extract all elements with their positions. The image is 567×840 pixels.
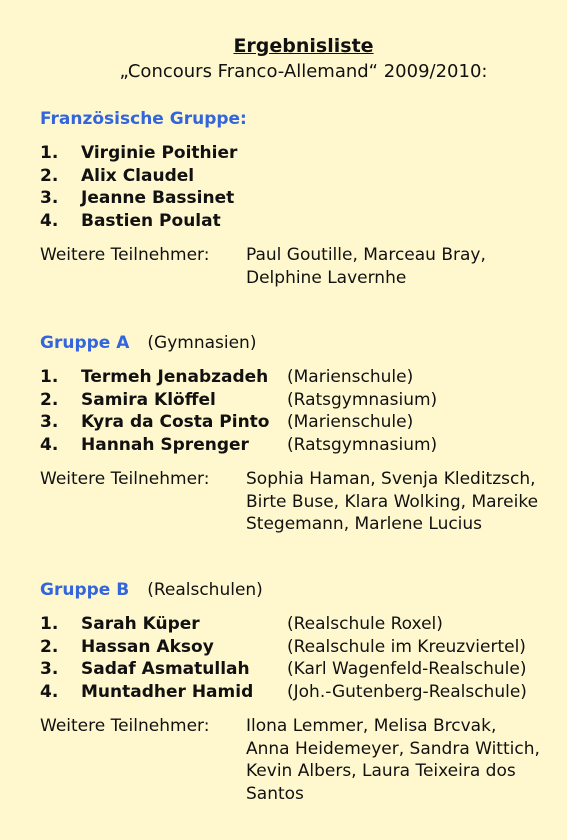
rank-number: 4. xyxy=(40,681,59,702)
other-participants-label: Weitere Teilnehmer: xyxy=(40,716,210,736)
rank-number: 4. xyxy=(40,434,59,455)
school-name: (Realschule Roxel) xyxy=(287,614,443,634)
rank-number: 3. xyxy=(40,412,59,432)
section-subtitle: (Gymnasien) xyxy=(147,333,257,353)
other-participants xyxy=(40,715,550,805)
participant-name: Termeh Jenabzadeh xyxy=(81,367,269,387)
section-heading xyxy=(40,578,550,602)
participant-name: Muntadher Hamid xyxy=(81,681,254,702)
participant-name: Hannah Sprenger xyxy=(81,434,249,455)
ranking-list xyxy=(40,613,550,703)
participant-name: Hassan Aksoy xyxy=(81,636,214,657)
participant-name: Alix Claudel xyxy=(81,165,195,186)
ranking-row xyxy=(40,165,550,188)
school-name: (Ratsgymnasium) xyxy=(287,434,438,455)
rank-number: 3. xyxy=(40,188,59,208)
participant-name: Samira Klöffel xyxy=(81,389,216,410)
section-subtitle: (Realschulen) xyxy=(147,580,263,600)
section-name: Gruppe B xyxy=(40,580,130,600)
ranking-row xyxy=(40,658,550,681)
school-name: (Realschule im Kreuzviertel) xyxy=(287,636,526,657)
ranking-row xyxy=(40,187,550,210)
other-participants-label: Weitere Teilnehmer: xyxy=(40,469,210,489)
ranking-row xyxy=(40,389,550,412)
ranking-list xyxy=(40,366,550,456)
section-heading xyxy=(40,107,550,131)
section-heading xyxy=(40,331,550,355)
section-name: Französische Gruppe: xyxy=(40,109,247,129)
rank-number: 2. xyxy=(40,389,59,410)
page-subtitle: „Concours Franco-Allemand“ 2009/2010: xyxy=(119,61,488,82)
other-participants xyxy=(40,244,550,289)
rank-number: 2. xyxy=(40,165,59,186)
ranking-row xyxy=(40,636,550,659)
section-group-b xyxy=(40,578,550,805)
rank-number: 3. xyxy=(40,659,59,679)
ranking-row xyxy=(40,366,550,389)
participant-name: Kyra da Costa Pinto xyxy=(81,412,270,432)
ranking-row xyxy=(40,434,550,457)
other-participants-names: Ilona Lemmer, Melisa Brcvak, Anna Heidemeyer, Sandra Wittich, Kevin Albers, Laura Teixeira dos Santos xyxy=(246,716,540,804)
ranking-row xyxy=(40,681,550,704)
rank-number: 2. xyxy=(40,636,59,657)
ranking-row xyxy=(40,210,550,233)
ranking-row xyxy=(40,142,550,165)
school-name: (Marienschule) xyxy=(287,412,414,432)
rank-number: 1. xyxy=(40,143,59,163)
participant-name: Virginie Poithier xyxy=(81,143,238,163)
participant-name: Jeanne Bassinet xyxy=(81,188,235,208)
other-participants xyxy=(40,468,550,536)
rank-number: 4. xyxy=(40,210,59,231)
section-name: Gruppe A xyxy=(40,333,130,353)
participant-name: Bastien Poulat xyxy=(81,210,221,231)
ranking-row xyxy=(40,411,550,434)
rank-number: 1. xyxy=(40,367,59,387)
participant-name: Sadaf Asmatullah xyxy=(81,659,250,679)
section-group-a xyxy=(40,331,550,536)
school-name: (Ratsgymnasium) xyxy=(287,389,438,410)
ranking-row xyxy=(40,613,550,636)
participant-name: Sarah Küper xyxy=(81,614,200,634)
other-participants-names: Paul Goutille, Marceau Bray, Delphine Lavernhe xyxy=(246,245,486,288)
other-participants-names: Sophia Haman, Svenja Kleditzsch, Birte Buse, Klara Wolking, Mareike Stegemann, Marlene Lucius xyxy=(246,469,539,534)
other-participants-label: Weitere Teilnehmer: xyxy=(40,245,210,265)
ranking-list xyxy=(40,142,550,232)
rank-number: 1. xyxy=(40,614,59,634)
school-name: (Joh.-Gutenberg-Realschule) xyxy=(287,681,527,702)
page-title: Ergebnisliste xyxy=(233,35,374,57)
section-french-group xyxy=(40,107,550,289)
school-name: (Marienschule) xyxy=(287,367,414,387)
school-name: (Karl Wagenfeld-Realschule) xyxy=(287,659,527,679)
